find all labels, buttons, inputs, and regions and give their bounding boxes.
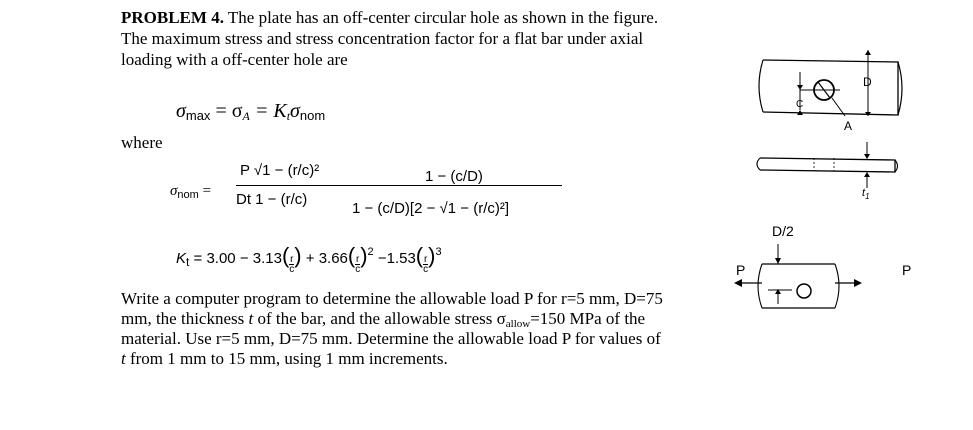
nom-lhs: $\sigma_{nom}$ = (170, 183, 212, 201)
problem-intro-line-2: The maximum stress and stress concentration factor for a flat bar under axial (121, 29, 644, 48)
hole-loaded (797, 284, 811, 298)
label-D: D (863, 75, 872, 89)
plate-left-break (759, 60, 763, 112)
frac-r-c-2: $\frac{r}{c}$ (355, 254, 361, 275)
label-c: C (796, 99, 804, 110)
task-line-3: material. Use r=5 mm, D=75 mm. Determine the allowable load P for values of (121, 329, 661, 348)
nom-numerator-left: P √1 − (r/c)² (240, 162, 320, 179)
nom-denominator-left: Dt 1 − (r/c) (236, 191, 308, 208)
label-D2: D/2 (772, 223, 794, 239)
task-line-4: t from 1 mm to 15 mm, using 1 mm increments. (121, 349, 448, 368)
problem-intro-line-3: loading with a off-center hole are (121, 50, 348, 69)
problem-heading: PROBLEM 4. (121, 8, 224, 27)
problem-intro-line-1 (121, 7, 658, 28)
task-line-2: mm, the thickness t of the bar, and the allowable stress σallow=150 MPa of the (121, 309, 646, 330)
intro-text-1: The plate has an off-center circular hole as shown in the figure. (227, 8, 659, 27)
plate-figure (730, 50, 920, 310)
nom-numerator-right: 1 − (c/D) (425, 168, 483, 185)
label-A: A (844, 119, 853, 133)
nom-fraction-bar (236, 185, 562, 186)
plate-side-view (760, 158, 895, 172)
label-P-right: P (902, 262, 912, 278)
max-stress-equation: $\sigma_{max} = \sigma_A = K_t\sigma_{nom}$ (176, 100, 326, 123)
plate-top-outline (763, 60, 898, 115)
nom-denominator-right: 1 − (c/D)[2 − √1 − (r/c)²] (352, 200, 510, 217)
task-line-1: Write a computer program to determine the allowable load P for r=5 mm, D=75 (121, 289, 663, 308)
frac-r-c-1: $\frac{r}{c}$ (289, 254, 295, 275)
frac-r-c-3: $\frac{r}{c}$ (423, 254, 429, 275)
label-t: $t_1$ (862, 187, 870, 201)
kt-equation: $K_t = 3.00 - 3.13$( $\frac{r}{c}$ ) + 3.66( $\frac{r}{c}$ )$^2$ −1.53( $\frac{r}{c}$ )$^3$ (176, 243, 442, 275)
label-P-left: P (736, 262, 746, 278)
where-label: where (121, 133, 163, 152)
